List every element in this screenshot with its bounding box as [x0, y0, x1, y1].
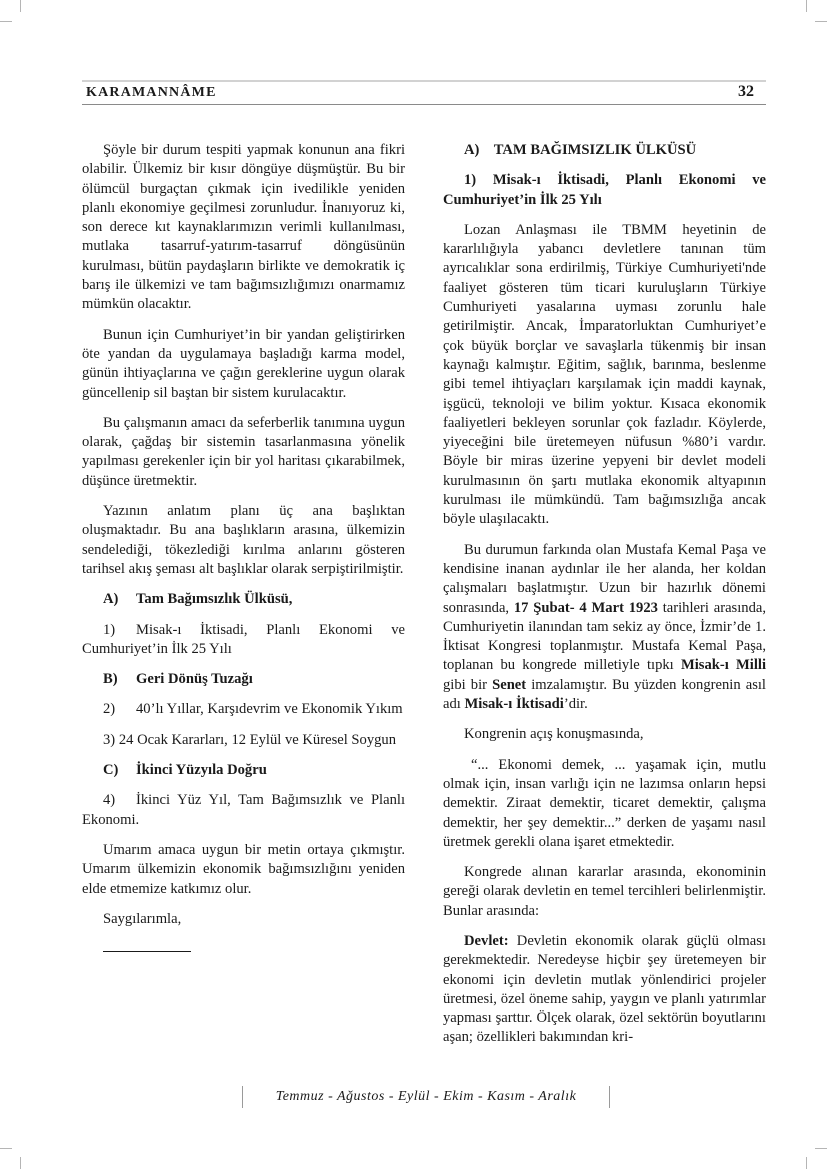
bold-label: Devlet: [464, 932, 509, 949]
bold-date: 17 Şubat- 4 Mart 1923 [513, 599, 658, 616]
quote: “... Ekonomi demek, ... yaşamak için, mutlu olmak için, insan varlığı için ne lazımsa onların hepsi demektir. Ziraat demektir, ticaret demektir, çalışma demektir, her şey demektir...” derken de yaşamı nasıl üretmek gerekli olana işaret etmektedir. [443, 756, 766, 850]
issue-months: Temmuz - Ağustos - Eylül - Ekim - Kasım - Aralık [275, 1089, 577, 1104]
outline-text: 40’lı Yıllar, Karşıdevrim ve Ekonomik Yıkım [136, 701, 403, 718]
paragraph: Kongrenin açış konuşmasında, [464, 726, 644, 743]
subsection-heading: 1) Misak-ı İktisadi, Planlı Ekonomi ve Cumhuriyet’in İlk 25 Yılı [443, 172, 766, 208]
outline-text: 24 Ocak Kararları, 12 Eylül ve Küresel Soygun [118, 731, 397, 748]
crop-mark-top-right-h [815, 21, 827, 22]
running-footer [242, 1086, 610, 1108]
crop-mark-bottom-left-v [20, 1157, 21, 1169]
outline-number: 1) [103, 621, 116, 638]
bold-term: Misak-ı Milli [680, 657, 767, 674]
outline-item [82, 590, 405, 609]
crop-mark-bottom-left-h [0, 1148, 12, 1149]
page-number: 32 [738, 83, 754, 100]
paragraph: Bunun için Cumhuriyet’in bir yandan geliştirirken öte yandan da uygulamaya başladığı karma model, günün ihtiyaçlarına ve çağın gereklerine uygun olarak güncellenip sil baştan bir sistem kurulacaktır. [82, 326, 405, 401]
paragraph: Kongrede alınan kararlar arasında, ekonominin gereği olarak devletin en temel tercihleri belirlenmiştir. Bunlar arasında: [443, 864, 766, 919]
paragraph: Şöyle bir durum tespiti yapmak konunun ana fikri olabilir. Ülkemiz bir kısır döngüye düşmüştür. Bu bir ölümcül burgaçtan çıkmak için ivedilikle yeniden planlı ekonomiye geçilmesi zorunludur. İnanıyoruz ki, son derece kıt kaynaklarımızın verimli kullanılması, mutlaka tasarruf-yatırım-tasarruf döngüsünün kurulması, bütün paydaşların birlikte ve demokratik iç barış ile ülkemizi ve tam bağımsızlığımızı onarmamız mümkün olacaktır. [82, 142, 405, 313]
bold-term: Senet [492, 676, 527, 693]
paragraph: Lozan Anlaşması ile TBMM heyetinin de kararlılığıyla yabancı devletlere tanınan tüm ayrıcalıklar sona erdirilmiş, Türkiye Cumhuriyeti'nde faaliyet gösteren tüm ticari kuruluşların Türkiye Cumhuriyeti yasalarına uyması zorunlu hale getirilmiştir. Ancak, İmparatorluktan Cumhuriyet’e çok büyük borçlar ve savaşlarla tükenmiş bir insan kaynağı kalmıştır. Eğitim, sağlık, barınma, beslenme gibi temel ihtiyaçları karşılamak için maddi kaynak, işgücü, teknoloji ve bilim yoktur. Kısaca ekonomik faaliyetleri bekleyen sorunlar çok fazladır. Köylerde, yiyeceğini bile üretemeyen nüfusun %80’i vardır. Böyle bir miras üzerine yepyeni bir devlet modeli kurulmasının ön şartı mutlaka ekonomik altyapının kurulması ile mümkündü. Tam bağımsızlığa ancak böyle ulaşılacaktı. [443, 221, 766, 528]
running-header [82, 80, 766, 105]
outline-item [82, 731, 405, 750]
outline-text: Misak-ı İktisadi, Planlı Ekonomi ve Cumhuriyet’in İlk 25 Yılı [82, 621, 405, 657]
outline-number: B) [103, 671, 118, 688]
outline-text: İkinci Yüz Yıl, Tam Bağımsızlık ve Planlı Ekonomi. [82, 792, 405, 828]
outline-number: 3) [103, 731, 116, 748]
paragraph [443, 541, 766, 715]
paragraph: Yazının anlatım planı üç ana başlıktan oluşmaktadır. Bu ana başlıkların arasına, ülkemizin sendelediği, tökezlediği kırılma anlarını gösteren tarihsel akış şeması alt başlıklar olarak serpiştirilmiştir. [82, 503, 405, 577]
outline-number: A) [103, 591, 119, 608]
text-run: gibi bir [443, 676, 493, 693]
crop-mark-top-left-h [0, 21, 12, 22]
paragraph: Bu çalışmanın amacı da seferberlik tanımına uygun olarak, çağdaş bir sistemin tasarlanmasına yönelik yapılması gerekenler için bir yol haritası çıkarabilmek, düşünce üretmektir. [82, 414, 405, 489]
journal-title: KARAMANNÂME [86, 85, 217, 100]
outline-number: 2) [103, 701, 116, 718]
crop-mark-bottom-right-h [815, 1148, 827, 1149]
section-heading: A) TAM BAĞIMSIZLIK ÜLKÜSÜ [464, 142, 697, 158]
crop-mark-top-right-v [806, 0, 807, 12]
text-run: tarihleri arasında, Cumhuriyetin ilanından tam sekiz ay önce, İzmir’de 1. İktisat Kongresi toplanmıştır. Mustafa Kemal Paşa, toplanan bu kongrede milletiyle tıpkı [443, 599, 766, 674]
outline-text: İkinci Yüzyıla Doğru [136, 762, 267, 779]
outline-item [82, 791, 405, 830]
bold-term: Misak-ı İktisadi [464, 696, 564, 713]
paragraph: Umarım amaca uygun bir metin ortaya çıkmıştır. Umarım ülkemizin ekonomik bağımsızlığını yeniden elde etmemize katkımız olur. [82, 841, 405, 897]
outline-item [82, 670, 405, 689]
outline-number: C) [103, 762, 119, 779]
outline-item [82, 761, 405, 780]
crop-mark-bottom-right-v [806, 1157, 807, 1169]
signature-line [103, 941, 191, 952]
text-run: Bu durumun farkında olan Mustafa Kemal Paşa ve kendisine inanan aydınlar ile her alanda, her koldan çalışmaları başlatmıştır. Uzun bir hazırlık dönemi sonrasında, [443, 541, 766, 616]
outline-text: Tam Bağımsızlık Ülküsü, [136, 591, 293, 608]
text-run: imzalamıştır. Bu yüzden kongrenin asıl adı [443, 676, 766, 713]
outline-text: Geri Dönüş Tuzağı [136, 671, 253, 688]
closing-salutation: Saygılarımla, [103, 910, 182, 927]
left-column [82, 141, 405, 952]
text-run: ’dir. [563, 696, 588, 713]
outline-number: 4) [103, 792, 116, 809]
right-column [443, 141, 766, 1059]
crop-mark-top-left-v [20, 0, 21, 12]
outline-item [82, 621, 405, 660]
text-run: Devletin ekonomik olarak güçlü olması gerekmektedir. Neredeyse hiçbir şey üretemeyen bir ekonomi için devletin mutlak yönlendirici projeler üretmesi, özel öneme sahip, yaygın ve planlı yatırımlar yapması şarttır. Ölçek olarak, özel sektörün boyutlarını aşan; özellikleri bakımından kri- [443, 932, 766, 1046]
outline-item [82, 700, 405, 719]
paragraph [443, 932, 766, 1048]
